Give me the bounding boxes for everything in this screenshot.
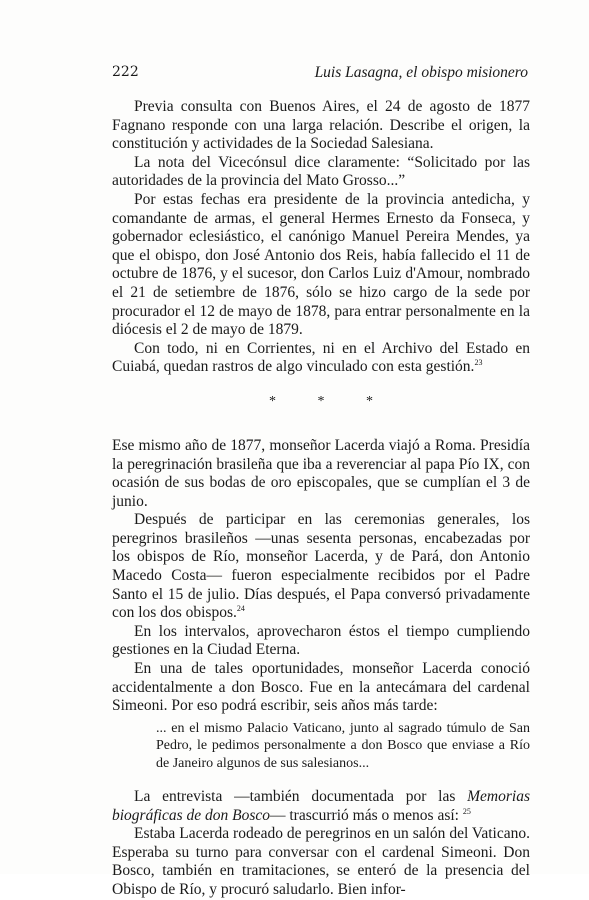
paragraph: Con todo, ni en Corrientes, ni en el Archivo del Estado en Cuiabá, quedan rastros de algo vinculado con esta gestión.$^{23}$ <box>112 339 530 376</box>
paragraph: En una de tales oportunidades, monseñor Lacerda conoció accidentalmente a don Bosco. Fue en la antecámara del cardenal Simeoni. Por eso podrá escribir, seis años más tarde: <box>112 660 530 715</box>
paragraph: Por estas fechas era presidente de la provincia antedicha, y comandante de armas, el general Hermes Ernesto da Fonseca, y gobernador eclesiástico, el canónigo Manuel Pereira Mendes, ya que el obispo, don José Antonio dos Reis, había fallecido el 11 de octubre de 1876, y el sucesor, don Carlos Luiz d'Amour, nombrado el 21 de setiembre de 1876, sólo se hizo cargo de la sede por procurador el 12 de mayo de 1878, para entrar personalmente en la diócesis el 2 de mayo de 1879. <box>112 190 530 339</box>
running-head: Luis Lasagna, el obispo misionero <box>314 64 528 81</box>
paragraph: Previa consulta con Buenos Aires, el 24 de agosto de 1877 Fagnano responde con una larga relación. Describe el origen, la constitución y actividades de la Sociedad Salesiana. <box>112 98 530 153</box>
footnote-ref: 24 <box>236 604 245 614</box>
page-number: 222 <box>112 64 139 80</box>
section-separator: * * * <box>269 393 373 409</box>
paragraph: La nota del Vicecónsul dice claramente: “Solicitado por las autoridades de la provincia del Mato Grosso...” <box>112 153 530 190</box>
page-body <box>112 98 530 900</box>
paragraph: Estaba Lacerda rodeado de peregrinos en un salón del Vaticano. Esperaba su turno para conversar con el cardenal Simeoni. Don Bosco, también en tramitaciones, se enteró de la presencia del Obispo de Río, y procuró saludarlo. Bien infor- <box>112 825 530 898</box>
book-title: Memorias biográficas de don Bosco <box>112 788 530 824</box>
paragraph: En los intervalos, aprovecharon éstos el tiempo cumpliendo gestiones en la Ciudad Eterna. <box>112 622 530 659</box>
block-quote: ... en el mismo Palacio Vaticano, junto al sagrado túmulo de San Pedro, le pedimos personalmente a don Bosco que enviase a Río de Janeiro algunos de sus salesianos... <box>156 720 530 771</box>
paragraph: Ese mismo año de 1877, monseñor Lacerda viajó a Roma. Presidía la peregrinación brasileña que iba a reverenciar al papa Pío IX, con ocasión de sus bodas de oro episcopales, que se cumplían el 3 de junio. <box>112 436 530 510</box>
page-header <box>112 64 528 84</box>
footnote-ref: 25 <box>462 806 471 816</box>
footnote-ref: 23 <box>474 358 483 368</box>
paragraph: La entrevista —también documentada por las Memorias biográficas de don Bosco— trascurrió más o menos así: $^{25}$ <box>112 788 530 824</box>
paragraph: Después de participar en las ceremonias generales, los peregrinos brasileños —unas sesenta personas, encabezadas por los obispos de Río, monseñor Lacerda, y de Pará, don Antonio Macedo Costa— fueron especialmente recibidos por el Padre Santo el 15 de julio. Días después, el Papa conversó privadamente con los dos obispos.$^{24}$ <box>112 511 530 622</box>
